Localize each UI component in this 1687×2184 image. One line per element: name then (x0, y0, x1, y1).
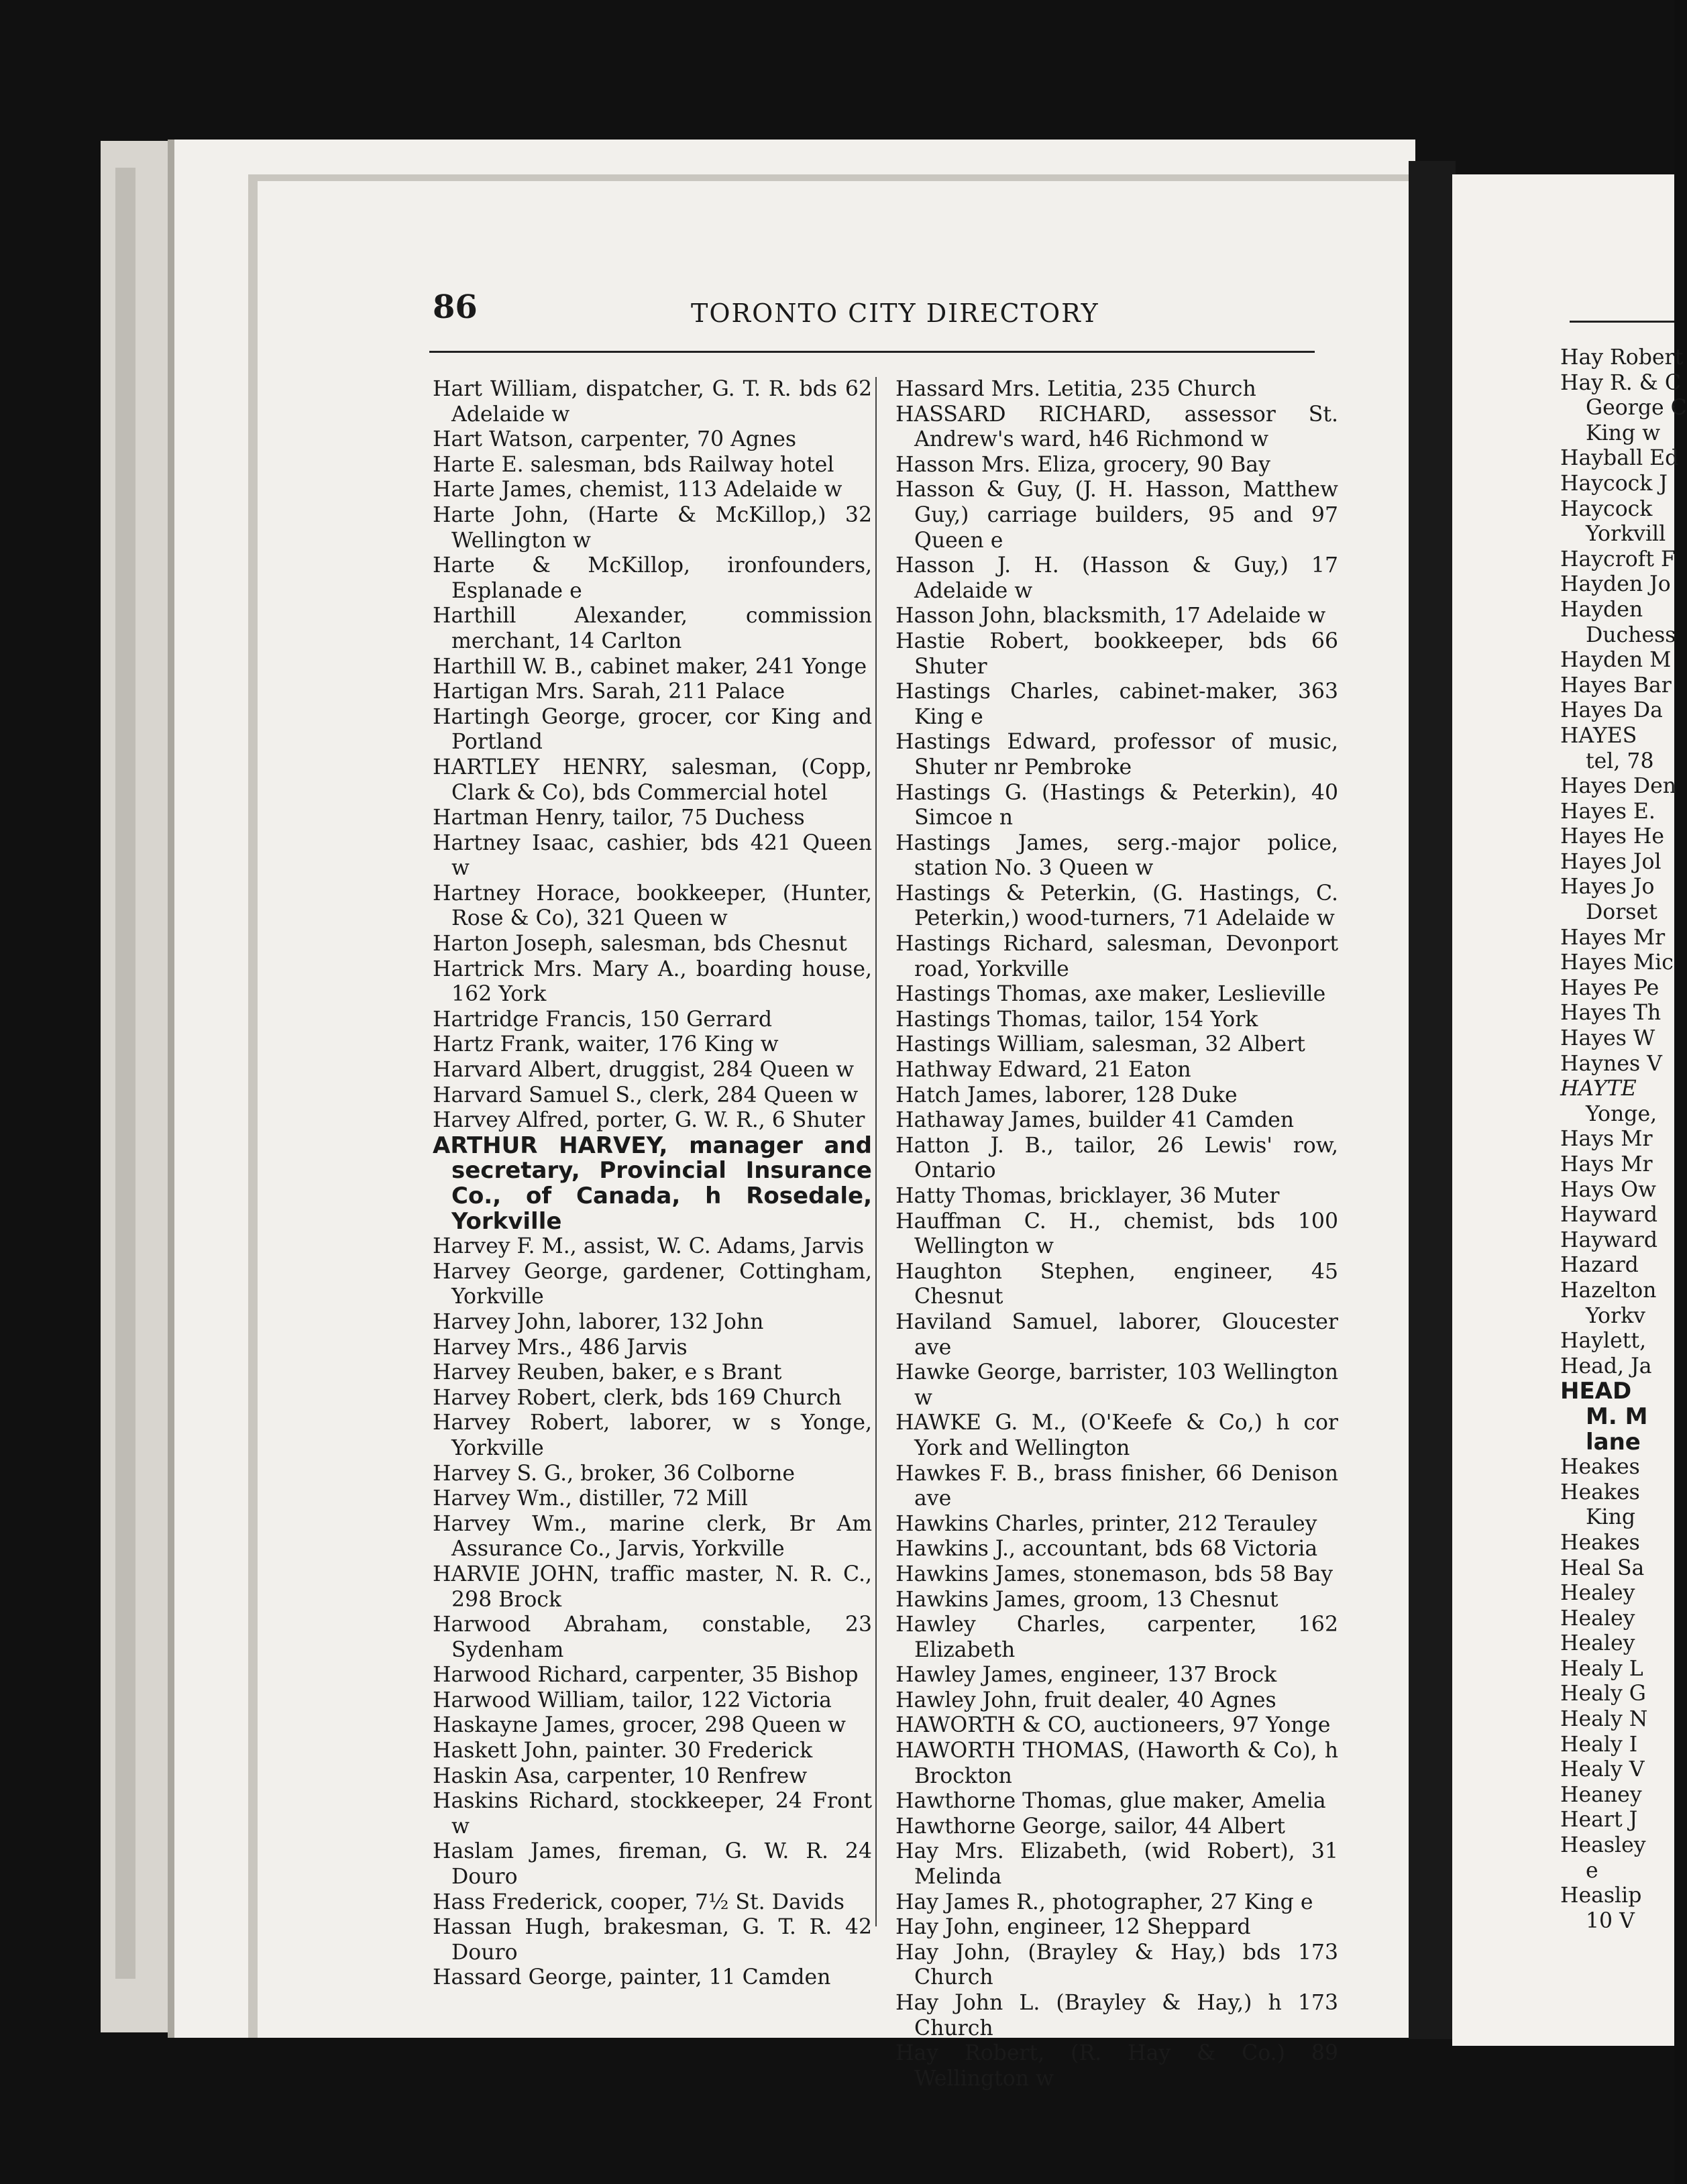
directory-fragment: Hayes Jol (1560, 849, 1662, 874)
directory-entry: HAWKE G. M., (O'Keefe & Co,) h cor York and Wellington (895, 1411, 1338, 1460)
running-header: TORONTO CITY DIRECTORY (691, 298, 1099, 328)
directory-fragment: Head, Ja (1560, 1354, 1652, 1378)
directory-entry: Hatty Thomas, bricklayer, 36 Muter (895, 1184, 1280, 1208)
directory-entry: Harvey John, laborer, 132 John (433, 1309, 764, 1334)
directory-entry: Harvey George, gardener, Cottingham, Yorkville (433, 1259, 872, 1309)
directory-entry: Hartney Horace, bookkeeper, (Hunter, Rose & Co), 321 Queen w (433, 881, 872, 931)
directory-entry: Hasson Mrs. Eliza, grocery, 90 Bay (895, 452, 1270, 477)
directory-fragment: Healy L (1560, 1656, 1643, 1681)
directory-entry: Harte John, (Harte & McKillop,) 32 Wellington w (433, 502, 872, 553)
directory-column-middle (895, 377, 1338, 2091)
directory-fragment: Healy V (1560, 1757, 1645, 1782)
directory-entry: Hawke George, barrister, 103 Wellington w (895, 1360, 1338, 1410)
directory-fragment: HAYTE (1560, 1077, 1637, 1101)
directory-entry: Harvey Robert, laborer, w s Yonge, Yorkville (433, 1411, 872, 1460)
directory-entry: Harton Joseph, salesman, bds Chesnut (433, 932, 847, 957)
directory-entry: Haskayne James, grocer, 298 Queen w (433, 1713, 847, 1738)
directory-entry: Hartman Henry, tailor, 75 Duchess (433, 806, 805, 830)
directory-fragment: Heakes (1560, 1530, 1640, 1555)
directory-entry: Hastings G. (Hastings & Peterkin), 40 Simcoe n (895, 780, 1338, 830)
directory-fragment: Hay Robert (1560, 345, 1684, 370)
directory-entry: Hastings William, salesman, 32 Albert (895, 1032, 1305, 1057)
right-page-header-rule (1570, 321, 1674, 323)
directory-entry: Hastings Thomas, tailor, 154 York (895, 1007, 1258, 1032)
directory-column-right-cropped (1560, 345, 1687, 1934)
book-binding-edge (101, 141, 176, 2032)
directory-entry: Hass Frederick, cooper, 7½ St. Davids (433, 1890, 845, 1914)
directory-entry: Haviland Samuel, laborer, Gloucester ave (895, 1309, 1338, 1360)
directory-fragment: Hays Mr (1560, 1152, 1653, 1177)
directory-fragment: Hayes He (1560, 824, 1664, 849)
directory-fragment: Heakes (1560, 1455, 1640, 1480)
directory-fragment: Heaney (1560, 1782, 1642, 1807)
directory-fragment: Hayes Den (1560, 774, 1677, 799)
directory-entry: Hauffman C. H., chemist, bds 100 Wellington w (895, 1209, 1338, 1259)
directory-entry: Hawkins James, groom, 13 Chesnut (895, 1587, 1278, 1612)
directory-entry: Hathway Edward, 21 Eaton (895, 1058, 1191, 1083)
directory-entry: Hartrick Mrs. Mary A., boarding house, 162 York (433, 957, 872, 1007)
directory-fragment: Duchess (1586, 622, 1676, 647)
directory-entry: Hatton J. B., tailor, 26 Lewis' row, Ontario (895, 1133, 1338, 1183)
directory-fragment: Haycock J (1560, 471, 1668, 496)
directory-entry: Harte James, chemist, 113 Adelaide w (433, 478, 842, 502)
directory-entry: Hasson & Guy, (J. H. Hasson, Matthew Guy,) carriage builders, 95 and 97 Queen e (895, 478, 1338, 553)
directory-entry: Hassan Hugh, brakesman, G. T. R. 42 Douro (433, 1915, 872, 1965)
directory-entry: Haskin Asa, carpenter, 10 Renfrew (433, 1763, 808, 1788)
directory-fragment: Hayes Pe (1560, 975, 1659, 1000)
directory-fragment: Hayball Ed (1560, 446, 1679, 471)
directory-fragment: Yorkv (1586, 1303, 1645, 1328)
directory-fragment: Heal Sa (1560, 1555, 1645, 1580)
directory-fragment: Hayes Th (1560, 1001, 1662, 1026)
directory-entry: Harvard Albert, druggist, 284 Queen w (433, 1058, 855, 1083)
directory-fragment: Hayden M (1560, 648, 1672, 673)
page-number: 86 (433, 288, 478, 326)
directory-fragment: Healy N (1560, 1707, 1648, 1732)
directory-entry: Harwood Abraham, constable, 23 Sydenham (433, 1613, 872, 1662)
directory-fragment: Hayes Mic (1560, 950, 1674, 975)
directory-entry: Haughton Stephen, engineer, 45 Chesnut (895, 1259, 1338, 1309)
directory-entry: Hastings James, serg.-major police, station No. 3 Queen w (895, 830, 1338, 881)
directory-fragment: Hayes Da (1560, 698, 1663, 723)
directory-fragment: Yonge, (1586, 1101, 1657, 1126)
directory-entry: Harwood William, tailor, 122 Victoria (433, 1688, 832, 1712)
directory-fragment: Haylett, (1560, 1329, 1647, 1354)
directory-fragment: Hayes W (1560, 1026, 1655, 1051)
directory-entry: Hastings Charles, cabinet-maker, 363 King e (895, 679, 1338, 729)
directory-entry: Hawley John, fruit dealer, 40 Agnes (895, 1688, 1276, 1712)
directory-fragment: Heakes (1560, 1480, 1640, 1505)
directory-entry: Hawthorne George, sailor, 44 Albert (895, 1814, 1285, 1839)
directory-fragment: Hays Mr (1560, 1127, 1653, 1152)
directory-entry: Haslam James, fireman, G. W. R. 24 Douro (433, 1839, 872, 1890)
directory-entry: Hawkins J., accountant, bds 68 Victoria (895, 1537, 1318, 1562)
directory-entry: Hassard Mrs. Letitia, 235 Church (895, 377, 1256, 401)
directory-fragment: Hayes Bar (1560, 673, 1672, 698)
directory-entry: Hastings & Peterkin, (G. Hastings, C. Peterkin,) wood-turners, 71 Adelaide w (895, 881, 1338, 931)
directory-entry: Hastings Richard, salesman, Devonport road, Yorkville (895, 932, 1338, 981)
directory-entry: Harvey F. M., assist, W. C. Adams, Jarvis (433, 1234, 865, 1259)
directory-entry: Hay John, engineer, 12 Sheppard (895, 1915, 1251, 1940)
directory-entry: Harvey Reuben, baker, e s Brant (433, 1360, 782, 1385)
directory-fragment: Healy G (1560, 1682, 1646, 1706)
directory-entry: Hatch James, laborer, 128 Duke (895, 1083, 1238, 1107)
directory-entry: Hawley James, engineer, 137 Brock (895, 1663, 1277, 1688)
directory-entry: Hastings Edward, professor of music, Shuter nr Pembroke (895, 730, 1338, 779)
directory-fragment: Healy I (1560, 1732, 1638, 1757)
advertisement-entry: ARTHUR HARVEY, manager and secretary, Provincial Insurance Co., of Canada, h Rosedale, Yorkville (433, 1132, 872, 1235)
directory-fragment: tel, 78 (1586, 749, 1654, 773)
directory-entry: Hassard George, painter, 11 Camden (433, 1965, 831, 1990)
directory-entry: Hartney Isaac, cashier, bds 421 Queen w (433, 830, 872, 881)
directory-entry: Harte E. salesman, bds Railway hotel (433, 452, 834, 477)
column-divider (875, 377, 877, 1926)
directory-entry: Harthill W. B., cabinet maker, 241 Yonge (433, 654, 867, 679)
directory-entry: Hawkes F. B., brass finisher, 66 Denison ave (895, 1461, 1338, 1511)
page-gutter (1409, 161, 1456, 2039)
directory-fragment: Haycock (1560, 496, 1653, 521)
directory-entry: Hartigan Mrs. Sarah, 211 Palace (433, 679, 785, 704)
directory-entry: Hawkins James, stonemason, bds 58 Bay (895, 1562, 1334, 1586)
directory-fragment: Hayes Mr (1560, 925, 1666, 950)
directory-fragment: Hayden Jo (1560, 572, 1671, 597)
directory-entry: Hay Robert, (R. Hay & Co.) 89 Wellington w (895, 2041, 1338, 2091)
directory-entry: Hay John L. (Brayley & Hay,) h 173 Church (895, 1991, 1338, 2040)
directory-fragment: Healey (1560, 1631, 1635, 1656)
directory-entry: Hawkins Charles, printer, 212 Terauley (895, 1511, 1317, 1536)
directory-entry: Hay Mrs. Elizabeth, (wid Robert), 31 Melinda (895, 1839, 1338, 1890)
directory-fragment: Hays Ow (1560, 1177, 1657, 1202)
directory-entry: HARVIE JOHN, traffic master, N. R. C., 298 Brock (433, 1562, 872, 1612)
directory-fragment: Heart J (1560, 1808, 1638, 1833)
directory-entry: Harthill Alexander, commission merchant, 14 Carlton (433, 604, 872, 653)
directory-fragment: Hazard (1560, 1253, 1639, 1278)
directory-fragment: M. M (1586, 1403, 1648, 1430)
directory-fragment: Hayward (1560, 1227, 1658, 1252)
directory-fragment: King w (1586, 421, 1661, 445)
directory-entry: HAWORTH THOMAS, (Haworth & Co), h Brockton (895, 1739, 1338, 1788)
directory-entry: Harvey Mrs., 486 Jarvis (433, 1335, 688, 1360)
directory-entry: Harwood Richard, carpenter, 35 Bishop (433, 1663, 859, 1688)
directory-fragment: Healey (1560, 1581, 1635, 1606)
directory-fragment: Haycroft F (1560, 547, 1676, 571)
directory-entry: Haskins Richard, stockkeeper, 24 Front w (433, 1789, 872, 1839)
directory-entry: Hawley Charles, carpenter, 162 Elizabeth (895, 1613, 1338, 1662)
directory-fragment: Hay R. & C (1560, 370, 1681, 395)
directory-fragment: Hayes E. (1560, 799, 1655, 824)
directory-entry: Harte & McKillop, ironfounders, Esplanade e (433, 553, 872, 603)
directory-entry: Hartridge Francis, 150 Gerrard (433, 1007, 773, 1032)
directory-entry: Hasson J. H. (Hasson & Guy,) 17 Adelaide w (895, 553, 1338, 603)
directory-entry: Harvey Wm., distiller, 72 Mill (433, 1486, 748, 1511)
directory-entry: Hawthorne Thomas, glue maker, Amelia (895, 1789, 1326, 1814)
directory-fragment: Healey (1560, 1606, 1635, 1631)
directory-entry: Harvey Alfred, porter, G. W. R., 6 Shuter (433, 1108, 865, 1133)
directory-fragment: e (1586, 1858, 1598, 1883)
directory-column-left (433, 377, 872, 1991)
directory-entry: Hart Watson, carpenter, 70 Agnes (433, 427, 797, 452)
directory-fragment: Heaslip (1560, 1883, 1642, 1908)
directory-fragment: Hayden (1560, 597, 1643, 622)
directory-fragment: HAYES (1560, 723, 1637, 748)
directory-entry: Hathaway James, builder 41 Camden (895, 1108, 1295, 1133)
directory-entry: Hartingh George, grocer, cor King and Portland (433, 704, 872, 755)
directory-fragment: King (1586, 1505, 1636, 1530)
directory-fragment: lane (1586, 1428, 1641, 1456)
directory-entry: Harvey S. G., broker, 36 Colborne (433, 1461, 796, 1486)
header-rule (429, 351, 1315, 353)
directory-fragment: George C (1586, 396, 1687, 421)
directory-fragment: Hazelton (1560, 1278, 1657, 1303)
directory-fragment: Heasley (1560, 1833, 1646, 1858)
directory-entry: Harvey Robert, clerk, bds 169 Church (433, 1385, 842, 1410)
directory-fragment: Haynes V (1560, 1051, 1662, 1076)
directory-entry: HARTLEY HENRY, salesman, (Copp, Clark & Co), bds Commercial hotel (433, 755, 872, 805)
directory-fragment: Hayes Jo (1560, 875, 1655, 899)
directory-entry: Hartz Frank, waiter, 176 King w (433, 1032, 779, 1057)
directory-entry: Haskett John, painter. 30 Frederick (433, 1739, 813, 1763)
directory-entry: HAWORTH & CO, auctioneers, 97 Yonge (895, 1713, 1331, 1738)
directory-fragment: Yorkvill (1586, 522, 1666, 547)
directory-entry: Harvard Samuel S., clerk, 284 Queen w (433, 1083, 859, 1107)
directory-fragment: HEAD (1560, 1378, 1632, 1405)
directory-fragment: Hayward (1560, 1203, 1658, 1227)
directory-entry: Hasson John, blacksmith, 17 Adelaide w (895, 604, 1326, 629)
directory-entry: Hay John, (Brayley & Hay,) bds 173 Church (895, 1940, 1338, 1990)
directory-entry: Hay James R., photographer, 27 King e (895, 1890, 1313, 1914)
directory-entry: Hastings Thomas, axe maker, Leslieville (895, 982, 1326, 1007)
directory-fragment: 10 V (1586, 1908, 1635, 1933)
directory-entry: HASSARD RICHARD, assessor St. Andrew's ward, h46 Richmond w (895, 402, 1338, 452)
directory-entry: Hart William, dispatcher, G. T. R. bds 62 Adelaide w (433, 377, 872, 427)
directory-entry: Harvey Wm., marine clerk, Br Am Assurance Co., Jarvis, Yorkville (433, 1511, 872, 1562)
directory-entry: Hastie Robert, bookkeeper, bds 66 Shuter (895, 629, 1338, 679)
directory-fragment: Dorset (1586, 900, 1657, 925)
